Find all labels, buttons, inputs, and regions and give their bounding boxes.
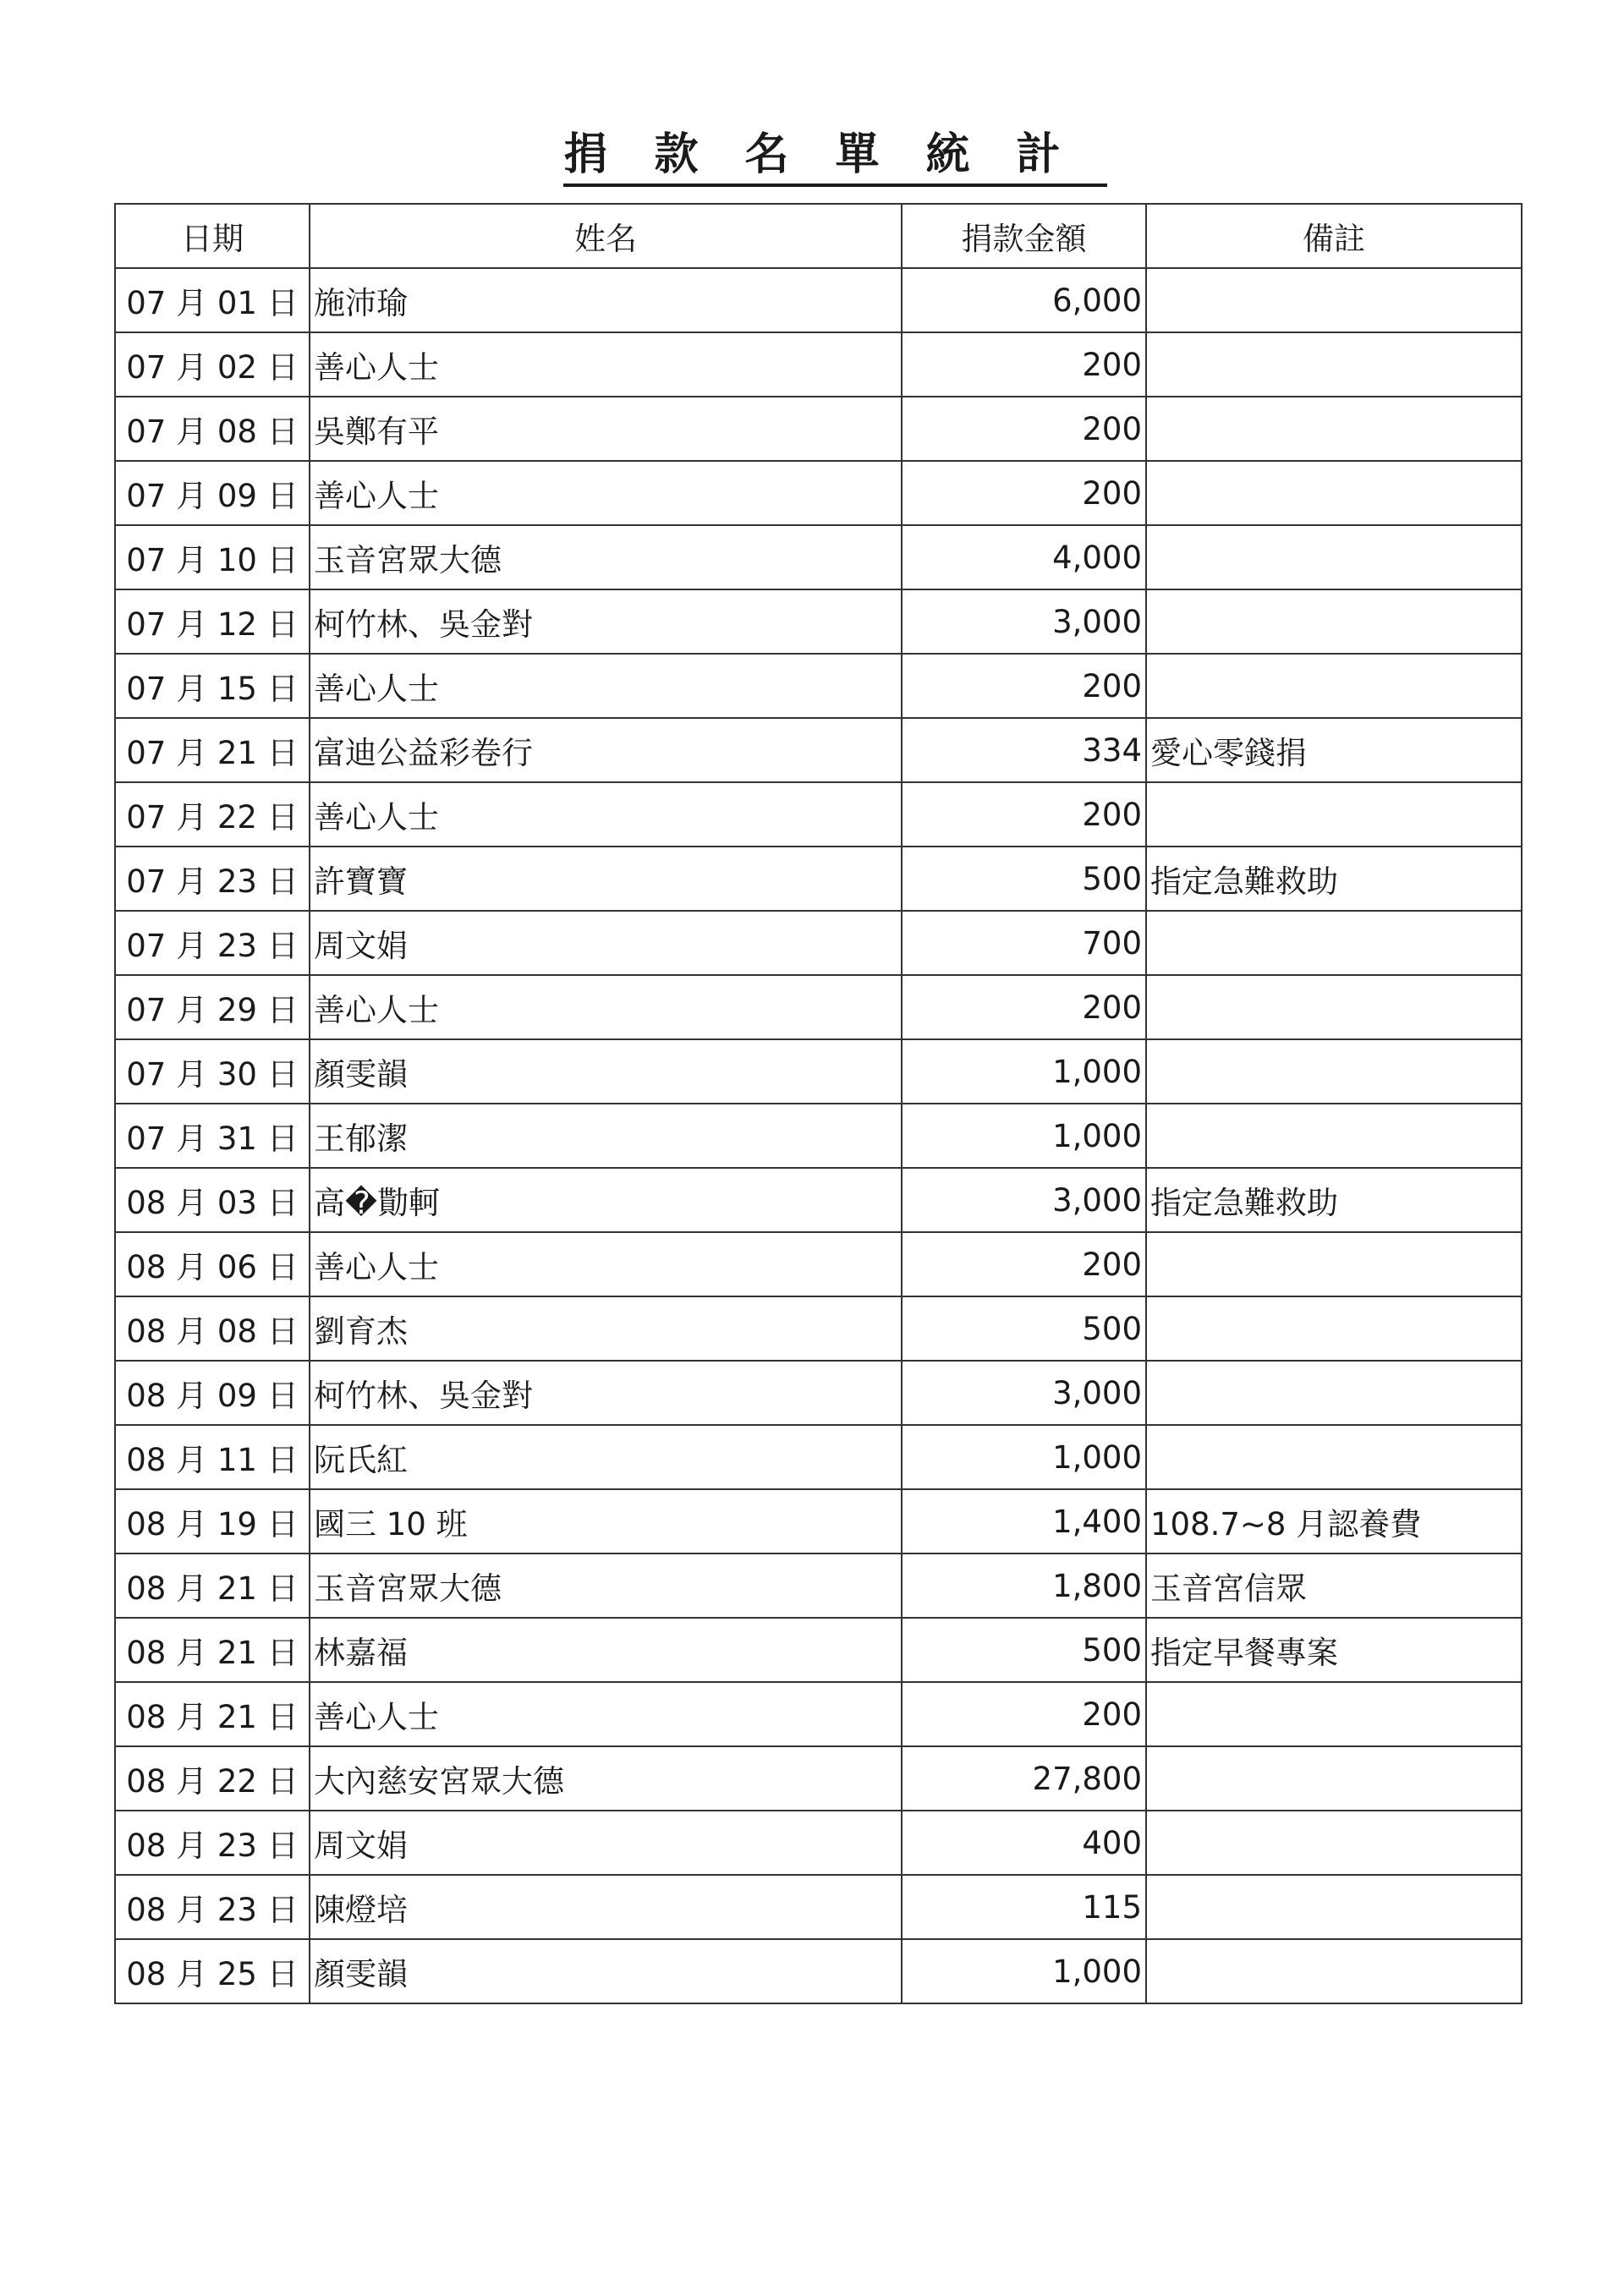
cell-date: 07 月 22 日 [115, 782, 310, 847]
cell-amount: 1,800 [902, 1553, 1146, 1618]
table-header-row [115, 204, 1522, 268]
cell-amount: 3,000 [902, 589, 1146, 654]
cell-name: 富迪公益彩卷行 [310, 718, 902, 782]
cell-note: 108.7~8 月認養費 [1146, 1489, 1522, 1553]
table-row [115, 589, 1522, 654]
cell-amount: 200 [902, 1232, 1146, 1296]
cell-amount: 200 [902, 332, 1146, 397]
cell-date: 08 月 22 日 [115, 1746, 310, 1811]
cell-note [1146, 1682, 1522, 1746]
cell-amount: 500 [902, 1296, 1146, 1361]
cell-name: 善心人士 [310, 782, 902, 847]
cell-name: 善心人士 [310, 1232, 902, 1296]
cell-name: 吳鄭有平 [310, 397, 902, 461]
cell-name: 顏雯韻 [310, 1039, 902, 1104]
header-date: 日期 [115, 204, 310, 268]
cell-amount: 700 [902, 911, 1146, 975]
cell-date: 08 月 06 日 [115, 1232, 310, 1296]
cell-name: 周文娟 [310, 911, 902, 975]
cell-amount: 1,000 [902, 1039, 1146, 1104]
cell-date: 07 月 30 日 [115, 1039, 310, 1104]
cell-date: 08 月 11 日 [115, 1425, 310, 1489]
cell-amount: 200 [902, 1682, 1146, 1746]
cell-amount: 1,000 [902, 1104, 1146, 1168]
cell-note [1146, 1232, 1522, 1296]
cell-name: 劉育杰 [310, 1296, 902, 1361]
table-row [115, 654, 1522, 718]
table-row [115, 525, 1522, 589]
cell-note [1146, 1104, 1522, 1168]
cell-name: 阮氏紅 [310, 1425, 902, 1489]
cell-amount: 115 [902, 1875, 1146, 1939]
cell-date: 08 月 21 日 [115, 1553, 310, 1618]
cell-amount: 200 [902, 461, 1146, 525]
cell-amount: 200 [902, 397, 1146, 461]
cell-name: 善心人士 [310, 332, 902, 397]
cell-name: 國三 10 班 [310, 1489, 902, 1553]
cell-note: 指定急難救助 [1146, 847, 1522, 911]
cell-amount: 3,000 [902, 1168, 1146, 1232]
cell-note [1146, 1746, 1522, 1811]
cell-date: 08 月 25 日 [115, 1939, 310, 2003]
cell-name: 善心人士 [310, 654, 902, 718]
table-row [115, 1939, 1522, 2003]
cell-note [1146, 654, 1522, 718]
cell-note [1146, 1296, 1522, 1361]
cell-date: 07 月 31 日 [115, 1104, 310, 1168]
cell-name: 柯竹林、吳金對 [310, 589, 902, 654]
cell-name: 顏雯韻 [310, 1939, 902, 2003]
cell-note [1146, 782, 1522, 847]
cell-note [1146, 525, 1522, 589]
cell-name: 高�勩軻 [310, 1168, 902, 1232]
cell-amount: 1,000 [902, 1425, 1146, 1489]
cell-amount: 6,000 [902, 268, 1146, 332]
cell-amount: 200 [902, 975, 1146, 1039]
cell-name: 柯竹林、吳金對 [310, 1361, 902, 1425]
cell-note [1146, 461, 1522, 525]
cell-note [1146, 332, 1522, 397]
cell-name: 林嘉福 [310, 1618, 902, 1682]
table-row [115, 782, 1522, 847]
header-note: 備註 [1146, 204, 1522, 268]
cell-amount: 4,000 [902, 525, 1146, 589]
cell-date: 08 月 23 日 [115, 1811, 310, 1875]
cell-date: 07 月 23 日 [115, 847, 310, 911]
cell-date: 08 月 21 日 [115, 1618, 310, 1682]
table-row [115, 1489, 1522, 1553]
cell-note [1146, 975, 1522, 1039]
cell-name: 大內慈安宮眾大德 [310, 1746, 902, 1811]
table-row [115, 397, 1522, 461]
cell-name: 施沛瑜 [310, 268, 902, 332]
cell-name: 周文娟 [310, 1811, 902, 1875]
table-row [115, 1232, 1522, 1296]
cell-name: 陳燈培 [310, 1875, 902, 1939]
cell-note: 玉音宮信眾 [1146, 1553, 1522, 1618]
table-row [115, 1104, 1522, 1168]
cell-note [1146, 1939, 1522, 2003]
table-row [115, 1168, 1522, 1232]
cell-date: 07 月 29 日 [115, 975, 310, 1039]
table-row [115, 268, 1522, 332]
cell-date: 07 月 09 日 [115, 461, 310, 525]
table-row [115, 975, 1522, 1039]
table-row [115, 461, 1522, 525]
donation-table [114, 203, 1522, 2004]
cell-date: 08 月 19 日 [115, 1489, 310, 1553]
cell-note [1146, 1039, 1522, 1104]
table-row [115, 1296, 1522, 1361]
cell-amount: 200 [902, 782, 1146, 847]
cell-amount: 500 [902, 1618, 1146, 1682]
header-amount: 捐款金額 [902, 204, 1146, 268]
cell-date: 07 月 23 日 [115, 911, 310, 975]
cell-name: 善心人士 [310, 461, 902, 525]
cell-amount: 1,400 [902, 1489, 1146, 1553]
cell-date: 07 月 12 日 [115, 589, 310, 654]
cell-amount: 400 [902, 1811, 1146, 1875]
table-row [115, 1618, 1522, 1682]
cell-date: 07 月 10 日 [115, 525, 310, 589]
table-row [115, 1875, 1522, 1939]
cell-note [1146, 1811, 1522, 1875]
header-name: 姓名 [310, 204, 902, 268]
cell-name: 王郁潔 [310, 1104, 902, 1168]
cell-note [1146, 1875, 1522, 1939]
cell-amount: 27,800 [902, 1746, 1146, 1811]
cell-note [1146, 1361, 1522, 1425]
table-row [115, 1811, 1522, 1875]
cell-name: 許寶寶 [310, 847, 902, 911]
table-row [115, 911, 1522, 975]
cell-note: 指定急難救助 [1146, 1168, 1522, 1232]
cell-note: 指定早餐專案 [1146, 1618, 1522, 1682]
cell-date: 07 月 08 日 [115, 397, 310, 461]
page-title-text: 捐款名單統計 [563, 129, 1106, 187]
table-row [115, 847, 1522, 911]
cell-amount: 200 [902, 654, 1146, 718]
table-row [115, 1425, 1522, 1489]
cell-note [1146, 911, 1522, 975]
table-row [115, 718, 1522, 782]
cell-date: 07 月 15 日 [115, 654, 310, 718]
page-title [0, 125, 1624, 184]
cell-note [1146, 1425, 1522, 1489]
cell-date: 07 月 01 日 [115, 268, 310, 332]
table-row [115, 1682, 1522, 1746]
cell-date: 07 月 21 日 [115, 718, 310, 782]
cell-amount: 3,000 [902, 1361, 1146, 1425]
cell-date: 08 月 03 日 [115, 1168, 310, 1232]
table-row [115, 332, 1522, 397]
table-row [115, 1746, 1522, 1811]
cell-amount: 1,000 [902, 1939, 1146, 2003]
cell-name: 玉音宮眾大德 [310, 1553, 902, 1618]
cell-name: 善心人士 [310, 1682, 902, 1746]
cell-amount: 334 [902, 718, 1146, 782]
cell-date: 08 月 09 日 [115, 1361, 310, 1425]
cell-amount: 500 [902, 847, 1146, 911]
table-row [115, 1039, 1522, 1104]
cell-date: 08 月 08 日 [115, 1296, 310, 1361]
cell-date: 08 月 23 日 [115, 1875, 310, 1939]
cell-note: 愛心零錢捐 [1146, 718, 1522, 782]
cell-name: 玉音宮眾大德 [310, 525, 902, 589]
cell-date: 08 月 21 日 [115, 1682, 310, 1746]
table-row [115, 1553, 1522, 1618]
cell-note [1146, 268, 1522, 332]
cell-name: 善心人士 [310, 975, 902, 1039]
table-row [115, 1361, 1522, 1425]
cell-note [1146, 397, 1522, 461]
cell-date: 07 月 02 日 [115, 332, 310, 397]
cell-note [1146, 589, 1522, 654]
